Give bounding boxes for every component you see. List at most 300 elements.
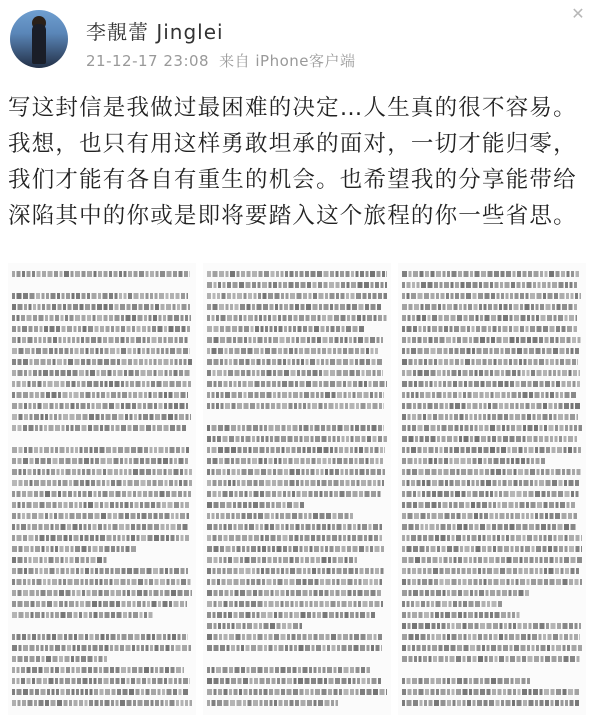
letter-glyph xyxy=(330,271,334,277)
avatar[interactable] xyxy=(10,10,68,68)
letter-glyph xyxy=(564,447,567,453)
letter-glyph xyxy=(70,348,73,354)
letter-glyph xyxy=(444,359,448,365)
letter-glyph xyxy=(219,304,224,310)
letter-glyph xyxy=(41,689,46,695)
letter-glyph xyxy=(64,271,69,277)
letter-glyph xyxy=(43,403,48,409)
letter-glyph xyxy=(437,623,440,629)
letter-glyph xyxy=(308,568,311,574)
letter-glyph xyxy=(244,403,249,409)
letter-glyph xyxy=(328,315,333,321)
letter-glyph xyxy=(12,502,16,508)
letter-glyph xyxy=(171,579,175,585)
letter-glyph xyxy=(44,557,47,563)
letter-glyph xyxy=(383,370,384,376)
letter-glyph xyxy=(24,557,27,563)
letter-glyph xyxy=(350,370,355,376)
letter-glyph xyxy=(547,315,552,321)
letter-glyph xyxy=(430,524,435,530)
letter-glyph xyxy=(411,447,416,453)
letter-glyph xyxy=(41,392,45,398)
letter-glyph xyxy=(273,370,276,376)
letter-glyph xyxy=(12,634,15,640)
letter-glyph xyxy=(32,678,35,684)
letter-glyph xyxy=(415,634,419,640)
letter-glyph xyxy=(22,381,26,387)
letter-glyph xyxy=(143,601,146,607)
letter-glyph xyxy=(504,623,507,629)
letter-glyph xyxy=(42,612,45,618)
letter-glyph xyxy=(51,535,56,541)
letter-glyph xyxy=(431,601,434,607)
letter-glyph xyxy=(513,623,516,629)
letter-glyph xyxy=(494,568,499,574)
letter-glyph xyxy=(182,634,186,640)
letter-glyph xyxy=(140,568,145,574)
letter-glyph xyxy=(50,370,54,376)
letter-glyph xyxy=(440,282,443,288)
letter-glyph xyxy=(472,447,477,453)
letter-glyph xyxy=(212,403,215,409)
letter-glyph xyxy=(575,436,578,442)
letter-glyph xyxy=(294,502,299,508)
letter-glyph xyxy=(363,315,366,321)
letter-glyph xyxy=(565,546,568,552)
letter-glyph xyxy=(303,634,307,640)
letter-glyph xyxy=(402,700,405,706)
letter-glyph xyxy=(413,700,418,706)
letter-glyph xyxy=(218,447,223,453)
letter-glyph xyxy=(402,337,406,343)
letter-glyph xyxy=(525,590,529,596)
letter-glyph xyxy=(55,425,60,431)
letter-glyph xyxy=(261,326,264,332)
letter-glyph xyxy=(474,304,478,310)
letter-glyph xyxy=(111,546,115,552)
letter-glyph xyxy=(275,425,280,431)
letter-glyph xyxy=(475,425,478,431)
letter-glyph xyxy=(41,590,46,596)
letter-glyph xyxy=(138,403,142,409)
letter-glyph xyxy=(504,304,508,310)
letter-glyph xyxy=(479,590,484,596)
letter-glyph xyxy=(288,359,291,365)
letter-glyph xyxy=(137,590,142,596)
letter-glyph xyxy=(286,293,289,299)
letter-glyph xyxy=(32,667,37,673)
letter-glyph xyxy=(301,304,305,310)
letter-glyph xyxy=(96,348,99,354)
letter-glyph xyxy=(293,623,298,629)
letter-glyph xyxy=(570,656,575,662)
letter-glyph xyxy=(296,480,299,486)
letter-glyph xyxy=(524,557,528,563)
letter-glyph xyxy=(340,403,344,409)
letter-glyph xyxy=(112,414,117,420)
letter-glyph xyxy=(530,557,534,563)
letter-glyph xyxy=(473,392,478,398)
letter-glyph xyxy=(450,403,454,409)
letter-glyph xyxy=(527,579,530,585)
letter-glyph xyxy=(423,458,427,464)
letter-glyph xyxy=(63,337,66,343)
letter-glyph xyxy=(431,678,435,684)
letter-glyph xyxy=(107,535,112,541)
letter-glyph xyxy=(489,502,492,508)
letter-glyph xyxy=(28,469,32,475)
letter-glyph xyxy=(402,612,406,618)
letter-glyph xyxy=(402,546,405,552)
letter-glyph xyxy=(560,557,563,563)
letter-glyph xyxy=(485,425,489,431)
letter-glyph xyxy=(469,557,472,563)
letter-glyph xyxy=(402,315,406,321)
letter-glyph xyxy=(381,601,383,607)
letter-glyph xyxy=(309,590,312,596)
letter-glyph xyxy=(218,425,223,431)
letter-glyph xyxy=(445,612,450,618)
letter-glyph xyxy=(18,568,23,574)
letter-glyph xyxy=(543,326,548,332)
letter-glyph xyxy=(343,370,348,376)
letter-glyph xyxy=(252,271,257,277)
letter-glyph xyxy=(125,502,129,508)
letter-glyph xyxy=(412,579,416,585)
letter-glyph xyxy=(377,271,381,277)
letter-glyph xyxy=(55,557,59,563)
letter-glyph xyxy=(122,634,127,640)
letter-glyph xyxy=(485,678,490,684)
letter-glyph xyxy=(474,678,479,684)
letter-glyph xyxy=(576,315,578,321)
letter-glyph xyxy=(214,645,219,651)
letter-glyph xyxy=(347,304,351,310)
letter-glyph xyxy=(535,447,538,453)
letter-glyph xyxy=(162,502,166,508)
letter-glyph xyxy=(127,568,132,574)
letter-glyph xyxy=(337,458,342,464)
letter-glyph xyxy=(279,612,283,618)
letter-glyph xyxy=(468,469,473,475)
letter-glyph xyxy=(108,513,112,519)
letter-glyph xyxy=(510,403,514,409)
letter-glyph xyxy=(57,293,60,299)
letter-glyph xyxy=(552,645,555,651)
letter-glyph xyxy=(30,392,34,398)
letter-glyph xyxy=(186,414,189,420)
letter-glyph xyxy=(353,546,358,552)
letter-glyph xyxy=(513,557,518,563)
letter-glyph xyxy=(31,612,34,618)
letter-glyph xyxy=(345,403,348,409)
letter-glyph xyxy=(539,359,544,365)
letter-glyph xyxy=(473,403,478,409)
letter-glyph xyxy=(322,557,327,563)
letter-glyph xyxy=(264,623,269,629)
letter-glyph xyxy=(345,513,349,519)
letter-glyph xyxy=(33,403,36,409)
letter-glyph xyxy=(207,337,212,343)
letter-glyph xyxy=(48,381,53,387)
letter-glyph xyxy=(89,678,92,684)
letter-glyph xyxy=(88,502,93,508)
close-icon[interactable]: ✕ xyxy=(571,4,585,23)
letter-glyph xyxy=(136,381,141,387)
letter-glyph xyxy=(149,392,152,398)
letter-glyph xyxy=(482,645,485,651)
letter-glyph xyxy=(116,700,119,706)
letter-glyph xyxy=(129,689,134,695)
letter-glyph xyxy=(507,579,510,585)
letter-glyph xyxy=(207,381,212,387)
letter-glyph xyxy=(495,282,499,288)
letter-glyph xyxy=(352,315,356,321)
letter-glyph xyxy=(253,590,257,596)
letter-glyph xyxy=(55,315,59,321)
letter-glyph xyxy=(323,667,326,673)
letter-glyph xyxy=(181,392,186,398)
letter-glyph xyxy=(300,502,304,508)
letter-glyph xyxy=(172,634,176,640)
letter-glyph xyxy=(85,700,88,706)
letter-glyph xyxy=(439,480,444,486)
letter-glyph xyxy=(12,535,15,541)
letter-glyph xyxy=(529,392,533,398)
letter-glyph xyxy=(166,491,170,497)
letter-glyph xyxy=(264,458,267,464)
username[interactable]: 李靚蕾 Jinglei xyxy=(86,20,224,44)
letter-glyph xyxy=(54,414,57,420)
letter-glyph xyxy=(272,348,277,354)
letter-glyph xyxy=(478,634,482,640)
letter-glyph xyxy=(223,282,226,288)
letter-glyph xyxy=(296,579,301,585)
letter-glyph xyxy=(94,678,97,684)
letter-glyph xyxy=(187,293,189,299)
letter-glyph xyxy=(330,359,335,365)
letter-glyph xyxy=(53,337,57,343)
letter-glyph xyxy=(274,700,277,706)
letter-glyph xyxy=(543,546,547,552)
letter-glyph xyxy=(227,315,232,321)
letter-glyph xyxy=(108,370,112,376)
letter-glyph xyxy=(214,557,218,563)
letter-glyph xyxy=(444,326,448,332)
letter-glyph xyxy=(384,436,388,442)
letter-glyph xyxy=(344,392,347,398)
letter-glyph xyxy=(270,667,274,673)
letter-glyph xyxy=(544,689,549,695)
letter-glyph xyxy=(433,656,437,662)
letter-glyph xyxy=(19,480,23,486)
letter-glyph xyxy=(78,469,81,475)
letter-glyph xyxy=(479,491,484,497)
letter-glyph xyxy=(556,689,561,695)
letter-glyph xyxy=(386,381,387,387)
letter-glyph xyxy=(408,645,411,651)
letter-glyph xyxy=(179,337,183,343)
letter-glyph xyxy=(50,403,54,409)
letter-glyph xyxy=(79,612,82,618)
letter-glyph xyxy=(447,700,451,706)
letter-glyph xyxy=(369,601,373,607)
letter-glyph xyxy=(248,315,253,321)
letter-glyph xyxy=(402,535,405,541)
letter-glyph xyxy=(83,678,88,684)
letter-glyph xyxy=(516,403,519,409)
letter-glyph xyxy=(261,381,265,387)
letter-glyph xyxy=(540,425,543,431)
letter-glyph xyxy=(507,557,512,563)
letter-glyph xyxy=(467,458,471,464)
letter-glyph xyxy=(60,403,64,409)
letter-glyph xyxy=(34,414,39,420)
letter-glyph xyxy=(328,458,331,464)
letter-glyph xyxy=(370,579,373,585)
letter-glyph xyxy=(369,381,372,387)
letter-glyph xyxy=(186,601,188,607)
letter-glyph xyxy=(82,590,85,596)
letter-glyph xyxy=(104,315,108,321)
letter-glyph xyxy=(461,469,466,475)
letter-glyph xyxy=(470,645,475,651)
letter-glyph xyxy=(566,293,569,299)
letter-glyph xyxy=(504,678,509,684)
letter-image[interactable] xyxy=(8,263,586,715)
letter-glyph xyxy=(117,546,120,552)
letter-glyph xyxy=(441,700,446,706)
letter-glyph xyxy=(136,689,140,695)
letter-glyph xyxy=(464,612,467,618)
letter-glyph xyxy=(542,348,545,354)
letter-glyph xyxy=(207,282,212,288)
letter-glyph xyxy=(464,645,469,651)
letter-glyph xyxy=(39,370,42,376)
letter-glyph xyxy=(119,513,124,519)
letter-glyph xyxy=(179,689,182,695)
letter-glyph xyxy=(417,315,421,321)
letter-glyph xyxy=(217,700,222,706)
letter-glyph xyxy=(113,524,118,530)
letter-glyph xyxy=(307,370,311,376)
letter-glyph xyxy=(51,469,55,475)
letter-glyph xyxy=(339,535,342,541)
letter-glyph xyxy=(72,590,75,596)
letter-glyph xyxy=(494,458,499,464)
letter-glyph xyxy=(168,337,173,343)
letter-glyph xyxy=(317,524,321,530)
letter-glyph xyxy=(411,480,415,486)
letter-glyph xyxy=(522,513,525,519)
letter-glyph xyxy=(131,678,135,684)
letter-glyph xyxy=(124,293,127,299)
letter-glyph xyxy=(283,502,286,508)
letter-glyph xyxy=(483,568,486,574)
letter-glyph xyxy=(95,568,98,574)
letter-glyph xyxy=(188,634,189,640)
letter-glyph xyxy=(181,579,186,585)
letter-glyph xyxy=(372,425,377,431)
letter-glyph xyxy=(122,392,127,398)
letter-glyph xyxy=(227,282,231,288)
letter-glyph xyxy=(12,678,15,684)
letter-glyph xyxy=(440,403,444,409)
letter-glyph xyxy=(558,524,563,530)
letter-glyph xyxy=(524,568,528,574)
letter-glyph xyxy=(237,403,242,409)
letter-glyph xyxy=(82,425,87,431)
letter-glyph xyxy=(223,491,228,497)
letter-glyph xyxy=(468,513,473,519)
letter-glyph xyxy=(408,315,411,321)
letter-glyph xyxy=(489,634,492,640)
letter-glyph xyxy=(148,403,153,409)
letter-glyph xyxy=(304,513,307,519)
letter-glyph xyxy=(416,392,419,398)
letter-glyph xyxy=(340,271,344,277)
letter-glyph xyxy=(275,601,279,607)
letter-glyph xyxy=(524,348,528,354)
letter-glyph xyxy=(419,381,424,387)
letter-glyph xyxy=(88,513,93,519)
letter-glyph xyxy=(226,678,230,684)
letter-glyph xyxy=(491,645,496,651)
letter-glyph xyxy=(307,282,311,288)
letter-glyph xyxy=(18,326,21,332)
letter-glyph xyxy=(49,348,53,354)
letter-glyph xyxy=(243,700,246,706)
letter-glyph xyxy=(510,645,513,651)
letter-glyph xyxy=(482,326,487,332)
letter-glyph xyxy=(12,513,16,519)
letter-glyph xyxy=(264,425,267,431)
letter-glyph xyxy=(375,568,379,574)
letter-glyph xyxy=(271,403,275,409)
letter-glyph xyxy=(74,535,79,541)
letter-glyph xyxy=(518,370,521,376)
letter-glyph xyxy=(154,370,157,376)
letter-glyph xyxy=(529,689,532,695)
letter-glyph xyxy=(550,557,554,563)
letter-glyph xyxy=(36,348,41,354)
letter-glyph xyxy=(447,689,450,695)
letter-glyph xyxy=(105,381,108,387)
letter-glyph xyxy=(12,403,17,409)
letter-glyph xyxy=(266,480,271,486)
letter-glyph xyxy=(72,293,75,299)
letter-glyph xyxy=(225,359,228,365)
letter-glyph xyxy=(506,293,509,299)
letter-glyph xyxy=(58,634,63,640)
letter-glyph xyxy=(558,656,562,662)
letter-glyph xyxy=(326,513,331,519)
letter-glyph xyxy=(216,513,219,519)
letter-glyph xyxy=(21,315,25,321)
letter-glyph xyxy=(253,337,256,343)
letter-glyph xyxy=(417,282,420,288)
letter-glyph xyxy=(520,403,524,409)
letter-glyph xyxy=(80,535,83,541)
letter-glyph xyxy=(501,700,504,706)
letter-glyph xyxy=(478,293,483,299)
letter-glyph xyxy=(539,480,544,486)
letter-glyph xyxy=(73,304,78,310)
letter-glyph xyxy=(273,392,276,398)
letter-glyph xyxy=(537,370,542,376)
letter-glyph xyxy=(476,359,481,365)
letter-glyph xyxy=(328,524,331,530)
